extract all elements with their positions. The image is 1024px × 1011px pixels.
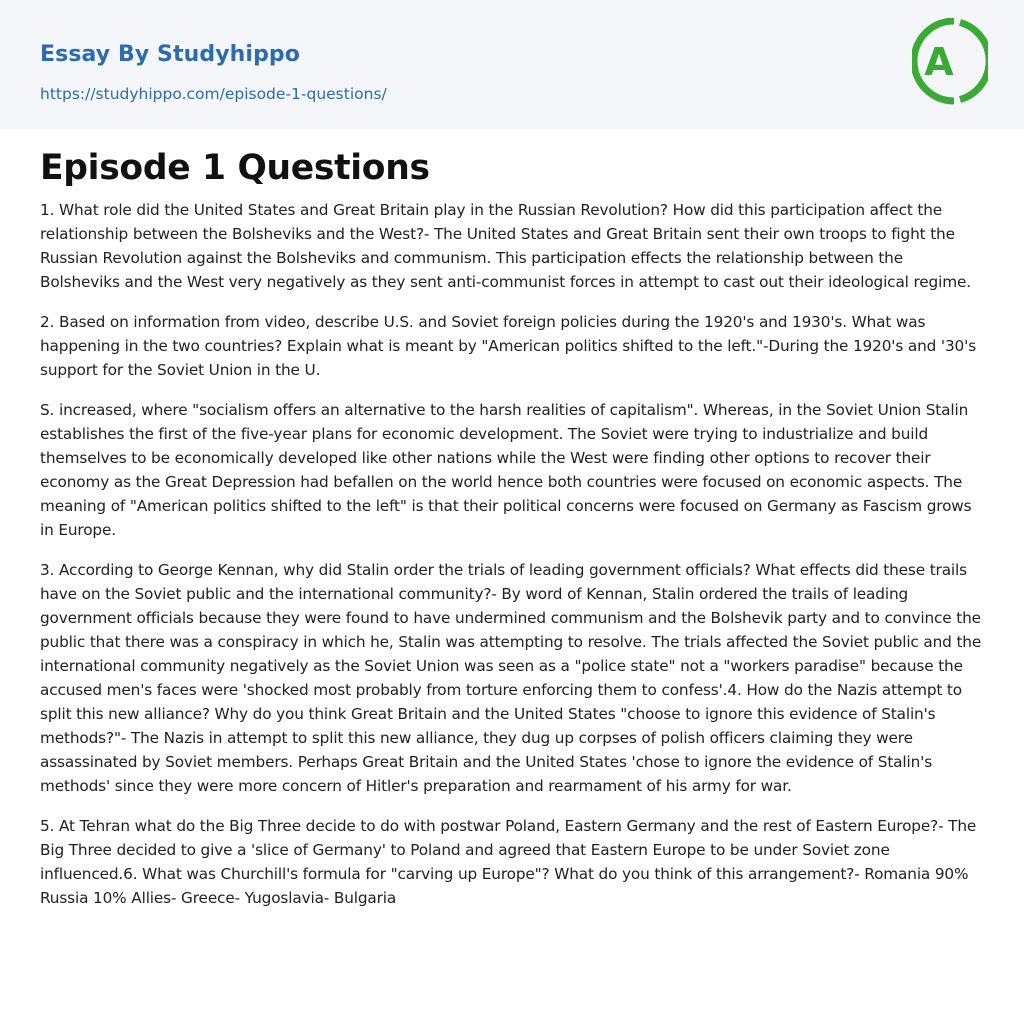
paragraph-5: 5. At Tehran what do the Big Three decide to do with postwar Poland, Eastern Germany and the rest of Eastern Europe?- The Big Three decided to give a 'slice of Germany' to Poland and agreed that Eastern Europe to be under Soviet zone influenced.6. What was Churchill's formula for "carving up Europe"? What do you think of this arrangement?- Romania 90% Russia 10% Allies- Greece- Yugoslavia- Bulgaria xyxy=(40,817,977,907)
studyhippo-logo-icon[interactable] xyxy=(912,18,988,106)
article-content xyxy=(40,140,984,926)
paragraph-2: 2. Based on information from video, describe U.S. and Soviet foreign policies during the 1920's and 1930's. What was happening in the two countries? Explain what is meant by "American politics shifted to the left."-During the 1920's and '30's support for the Soviet Union in the U. xyxy=(40,313,977,379)
page-header xyxy=(0,0,1024,129)
paragraph-3: S. increased, where "socialism offers an alternative to the harsh realities of capitalism". Whereas, in the Soviet Union Stalin establishes the first of the five-year plans for economic development. The Soviet were trying to industrialize and build themselves to be economically developed like other nations while the West were finding other options to recover their economy as the Great Depression had befallen on the world hence both countries were focused on economic aspects. The meaning of "American politics shifted to the left" is that their political concerns were focused on Germany as Fascism grows in Europe. xyxy=(40,401,972,539)
paragraph-4: 3. According to George Kennan, why did Stalin order the trials of leading government officials? What effects did these trails have on the Soviet public and the international community?- By word of Kennan, Stalin ordered the trails of leading government officials because they were found to have undermined communism and the Bolshevik party and to convince the public that there was a conspiracy in which he, Stalin was attempting to resolve. The trials affected the Soviet public and the international community negatively as the Soviet Union was seen as a "police state" not a "workers paradise" because the accused men's faces were 'shocked most probably from torture enforcing them to confess'.4. How do the Nazis attempt to split this new alliance? Why do you think Great Britain and the United States "choose to ignore this evidence of Stalin's methods?"- The Nazis in attempt to split this new alliance, they dug up corpses of polish officers claiming they were assassinated by Soviet members. Perhaps Great Britain and the United States 'chose to ignore the evidence of Stalin's methods' since they were more concern of Hitler's preparation and rearmament of his army for war. xyxy=(40,561,982,795)
page-title: Episode 1 Questions xyxy=(40,148,430,188)
page-url-link[interactable]: https://studyhippo.com/episode-1-questions/ xyxy=(40,85,387,103)
logo-letter: A xyxy=(924,40,954,84)
paragraph-1: 1. What role did the United States and Great Britain play in the Russian Revolution? How did this participation affect the relationship between the Bolsheviks and the West?- The United States and Great Britain sent their own troops to fight the Russian Revolution against the Bolsheviks and communism. This participation effects the relationship between the Bolsheviks and the West very negatively as they sent anti-communist forces in attempt to cast out their ideological regime. xyxy=(40,201,971,291)
site-title[interactable]: Essay By Studyhippo xyxy=(40,42,300,67)
